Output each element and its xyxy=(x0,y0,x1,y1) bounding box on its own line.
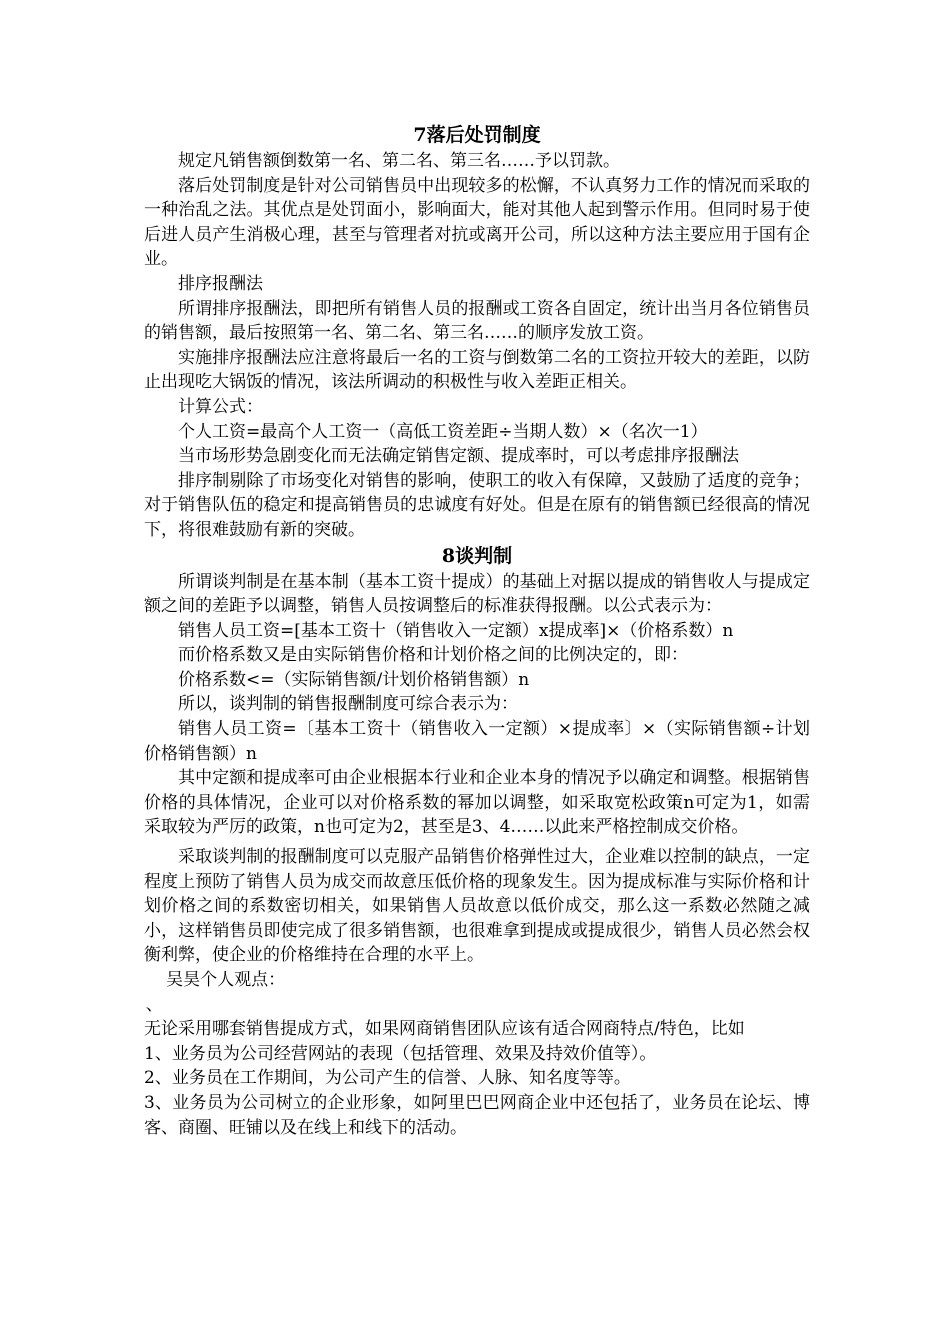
list-item: 2、业务员在工作期间，为公司产生的信誉、人脉、知名度等等。 xyxy=(144,1068,631,1089)
formula: 个人工资=最高个人工资一（高低工资差距÷当期人数）×（名次一1） xyxy=(178,421,708,442)
paragraph: 而价格系数又是由实际销售价格和计划价格之间的比例决定的，即： xyxy=(178,645,688,666)
opinion-mark: 、 xyxy=(145,994,163,1015)
paragraph: 其中定额和提成率可由企业根据本行业和企业本身的情况予以确定和调整。根据销售价格的具体情况，企业可以对价格系数的幂加以调整，如采取宽松政策n可定为1，如需采取较为严厉的政策，n也可定为2，甚至是3、4……以此来严格控制成交价格。 xyxy=(144,768,810,838)
list-item: 3、业务员为公司树立的企业形象，如阿里巴巴网商企业中还包括了，业务员在论坛、博客、商圈、旺铺以及在线上和线下的活动。 xyxy=(144,1092,810,1138)
section-heading-8: 8谈判制 xyxy=(441,544,513,567)
formula: 价格系数<=（实际销售额/计划价格销售额）n xyxy=(178,669,530,690)
paragraph: 规定凡销售额倒数第一名、第二名、第三名……予以罚款。 xyxy=(178,151,620,171)
opinion-title: 吴昊个人观点： xyxy=(166,970,286,990)
paragraph: 排序制剔除了市场变化对销售的影响，使职工的收入有保障，又鼓励了适度的竞争；对于销售队伍的稳定和提高销售员的忠诚度有好处。但是在原有的销售额已经很高的情况下，将很难鼓励有新的突破。 xyxy=(144,470,810,540)
subheading-ranking-method: 排序报酬法 xyxy=(178,273,263,294)
paragraph: 落后处罚制度是针对公司销售员中出现较多的松懈，不认真努力工作的情况而采取的一种治乱之法。其优点是处罚面小，影响面大，能对其他人起到警示作用。但同时易于使后进人员产生消极心理，甚至与管理者对抗或离开公司，所以这种方法主要应用于国有企业。 xyxy=(144,175,810,270)
section-heading-7: 7落后处罚制度 xyxy=(413,124,541,146)
paragraph: 当市场形势急剧变化而无法确定销售定额、提成率时，可以考虑排序报酬法 xyxy=(178,446,739,467)
paragraph: 所谓排序报酬法，即把所有销售人员的报酬或工资各自固定，统计出当月各位销售员的销售额，最后按照第一名、第二名、第三名……的顺序发放工资。 xyxy=(144,298,810,344)
formula: 销售人员工资=[基本工资十（销售收入一定额）x提成率]×（价格系数）n xyxy=(178,620,734,641)
paragraph: 采取谈判制的报酬制度可以克服产品销售价格弹性过大，企业难以控制的缺点，一定程度上预防了销售人员为成交而故意压低价格的现象发生。因为提成标准与实际价格和计划价格之间的系数密切相关，如果销售人员故意以低价成交，那么这一系数必然随之减小，这样销售员即使完成了很多销售额，也很难拿到提成或提成很少，销售人员必然会权衡利弊，使企业的价格维持在合理的水平上。 xyxy=(144,847,810,966)
opinion-intro: 无论采用哪套销售提成方式，如果网商销售团队应该有适合网商特点/特色，比如 xyxy=(144,1019,745,1040)
paragraph: 实施排序报酬法应注意将最后一名的工资与倒数第二名的工资拉开较大的差距，以防止出现吃大锅饭的情况，该法所调动的积极性与收入差距正相关。 xyxy=(144,347,810,393)
formula: 销售人员工资=〔基本工资十（销售收入一定额）×提成率〕×（实际销售额÷计划价格销售额）n xyxy=(144,719,810,764)
document-page xyxy=(144,122,810,1140)
paragraph: 所谓谈判制是在基本制（基本工资十提成）的基础上对据以提成的销售收人与提成定额之间的差距予以调整，销售人员按调整后的标准获得报酬。以公式表示为： xyxy=(144,571,810,617)
paragraph: 所以，谈判制的销售报酬制度可综合表示为： xyxy=(178,694,518,715)
formula-label: 计算公式： xyxy=(178,396,263,417)
list-item: 1、业务员为公司经营网站的表现（包括管理、效果及持效价值等）。 xyxy=(144,1043,657,1064)
